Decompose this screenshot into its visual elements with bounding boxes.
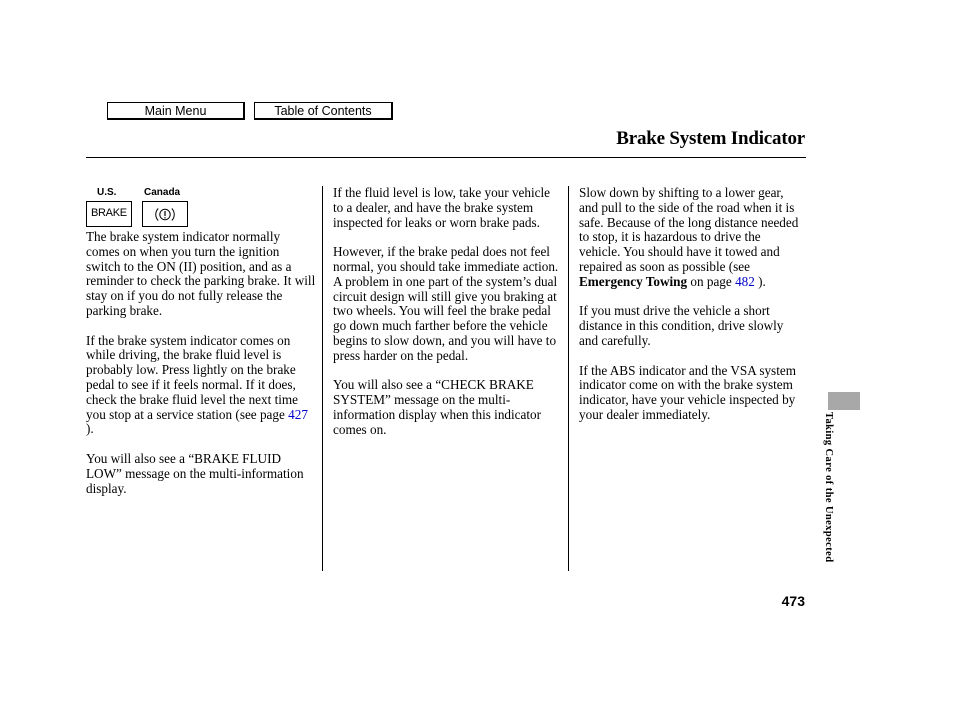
page-number: 473 <box>781 593 805 609</box>
paragraph: However, if the brake pedal does not feel normal, you should take immediate action. A problem in one part of the system’s dual circuit design will still give you braking at two wheels. You will feel the brake pedal go down much farther before the vehicle begins to slow down, and you will have to press harder on the pedal. <box>333 244 559 363</box>
page-link-482[interactable]: 482 <box>735 273 755 289</box>
brake-warning-icon <box>143 202 189 228</box>
column-divider <box>568 186 569 571</box>
column-3 <box>579 186 805 438</box>
paragraph: The brake system indicator normally comes on when you turn the ignition switch to the ON (II) position, and as a reminder to check the parking brake. It will stay on if you do not fully release the parking brake. <box>86 229 316 318</box>
title-divider <box>86 157 806 158</box>
main-menu-button[interactable]: Main Menu <box>107 102 245 120</box>
us-label: U.S. <box>97 187 117 198</box>
paragraph: If the ABS indicator and the VSA system indicator come on with the brake system indicator, have your vehicle inspected by your dealer immediately. <box>579 362 796 422</box>
table-of-contents-button[interactable]: Table of Contents <box>254 102 393 120</box>
paragraph: If you must drive the vehicle a short distance in this condition, drive slowly and carefully. <box>579 303 784 348</box>
column-divider <box>322 186 323 571</box>
section-title-vertical: Taking Care of the Unexpected <box>823 412 834 563</box>
canada-brake-indicator <box>142 201 188 227</box>
page-link-427[interactable]: 427 <box>288 406 308 422</box>
section-tab-marker <box>828 392 860 410</box>
paragraph-text: If the brake system indicator comes on while driving, the brake fluid level is probably low. Press lightly on the brake pedal to see if it feels normal. If it does, check the brake fluid level the next time you stop at a service station (see page <box>86 332 299 422</box>
paragraph: You will also see a “CHECK BRAKE SYSTEM” message on the multi-information display when this indicator comes on. <box>333 377 542 437</box>
paragraph: If the fluid level is low, take your vehicle to a dealer, and have the brake system inspected for leaks or worn brake pads. <box>333 185 551 230</box>
emergency-towing-ref: Emergency Towing <box>579 273 688 289</box>
paragraph-text: on page <box>687 273 736 289</box>
canada-label: Canada <box>144 187 181 198</box>
paragraph-text: ). <box>86 421 94 437</box>
column-1 <box>86 230 316 511</box>
paragraph-text: Slow down by shifting to a lower gear, and pull to the side of the road when it is safe. Because of the long distance needed to stop, it is hazardous to drive the vehicle. You should have it towed and repaired as soon as possible (see <box>579 185 799 274</box>
paragraph <box>579 186 805 290</box>
brake-symbol-text: BRAKE <box>91 207 127 219</box>
page-title: Brake System Indicator <box>616 128 805 149</box>
paragraph-text: ). <box>754 273 766 289</box>
column-2 <box>333 186 561 452</box>
paragraph: You will also see a “BRAKE FLUID LOW” message on the multi-information display. <box>86 450 304 496</box>
us-brake-indicator <box>86 201 132 227</box>
paragraph <box>86 334 316 438</box>
